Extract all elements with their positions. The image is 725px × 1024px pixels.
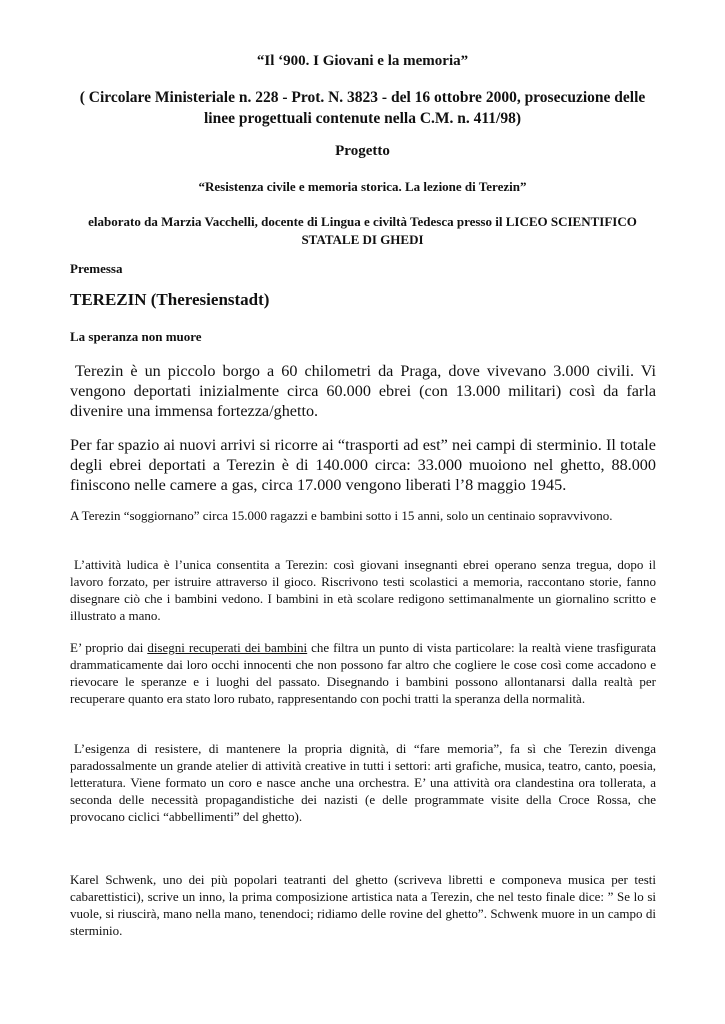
paragraph-5-rest: che filtra un punto di vista particolare: la realtà viene trasfigurata drammaticamente dai loro occhi innocenti che non possono far altro che cogliere le cose così come accadono e rievocare le speranze e i luoghi del passato. Disegnando i bambini possono allontanarsi dalla realtà per recuperare quanto era stato loro rubato, rappresentando con pochi tratti la speranza della normalità. — [70, 640, 656, 706]
circolare-reference: ( Circolare Ministeriale n. 228 - Prot. N. 3823 - del 16 ottobre 2000, prosecuzione delle linee progettuali contenute nella C.M. n. 411/98) — [79, 89, 646, 127]
document-title: “Il ‘900. I Giovani e la memoria” — [256, 53, 469, 69]
paragraph-5 — [70, 639, 656, 707]
paragraph-7: Karel Schwenk, uno dei più popolari teatranti del ghetto (scriveva libretti e componeva musica per testi cabarettistici), scrive un inno, la prima composizione artistica nata a Terezin, che nel testo finale dice: ” Se lo si vuole, si riuscirà, mano nella mano, tenendoci; ridiamo delle rovine del ghetto”. Schwenk muore in un campo di sterminio. — [70, 872, 656, 938]
project-title: “Resistenza civile e memoria storica. La lezione di Terezin” — [198, 179, 527, 194]
progetto-label: Progetto — [335, 143, 390, 159]
paragraph-5-start: E’ proprio dai — [70, 640, 148, 655]
paragraph-4: L’attività ludica è l’unica consentita a Terezin: così giovani insegnanti ebrei operano senza tregua, dopo il lavoro forzato, per istruire attraverso il gioco. Riscrivono testi scolastici a memoria, raccontano storie, fanno disegnare ciò che i bambini vedono. I bambini in età scolare redigono settimanalmente un giornalino scritto e illustrato a mano. — [70, 557, 656, 623]
main-heading: TEREZIN (Theresienstadt) — [70, 290, 270, 309]
paragraph-2: Per far spazio ai nuovi arrivi si ricorre ai “trasporti ad est” nei campi di sterminio. Il totale degli ebrei deportati a Terezin è di 140.000 circa: 33.000 muoiono nel ghetto, 88.000 finiscono nelle camere a gas, circa 17.000 vengono liberati l’8 maggio 1945. — [70, 436, 656, 494]
author-line: elaborato da Marzia Vacchelli, docente di Lingua e civiltà Tedesca presso il LICEO SCIENTIFICO STATALE DI GHEDI — [88, 214, 637, 247]
paragraph-6: L’esigenza di resistere, di mantenere la propria dignità, di “fare memoria”, fa sì che Terezin divenga paradossalmente un grande atelier di attività creative in tutti i settori: arti grafiche, musica, teatro, canto, poesia, letteratura. Viene formato un coro e nasce anche una orchestra. E’ una attività ora clandestina ora tollerata, a seconda delle necessità propagandistiche dei nazisti (e delle programmate visite della Croce Rossa, che provocano ciclici “abbellimenti” del ghetto). — [70, 741, 656, 824]
drawings-link[interactable]: disegni recuperati dei bambini — [147, 640, 308, 655]
paragraph-1: Terezin è un piccolo borgo a 60 chilometri da Praga, dove vivevano 3.000 civili. Vi vengono deportati inizialmente circa 60.000 ebrei (con 13.000 militari) così da farla divenire una immensa fortezza/ghetto. — [70, 362, 656, 420]
paragraph-3: A Terezin “soggiornano” circa 15.000 ragazzi e bambini sotto i 15 anni, solo un centinaio sopravvivono. — [70, 508, 613, 523]
section-premessa: Premessa — [70, 261, 123, 276]
subheading: La speranza non muore — [70, 329, 202, 344]
